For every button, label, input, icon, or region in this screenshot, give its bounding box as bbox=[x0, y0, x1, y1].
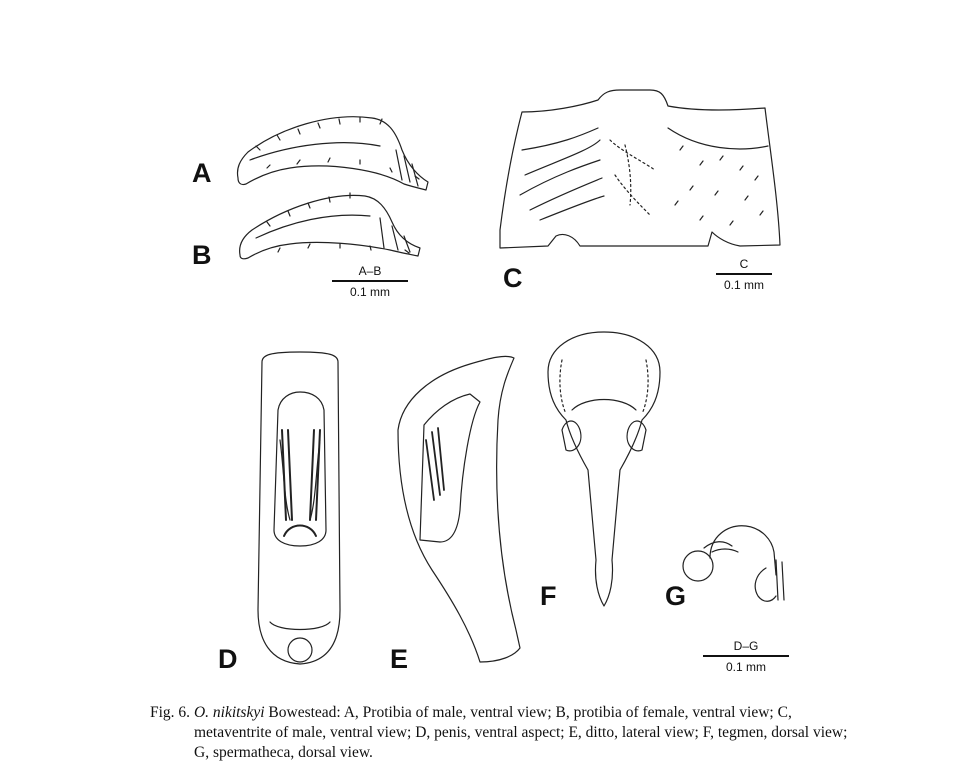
caption-species: O. nikitskyi bbox=[193, 704, 265, 721]
caption-text: Bowestead: A, Protibia of male, ventral view; B, protibia of female, ventral view; C, metaventrite of male, ventral view; D, penis, ventral aspect; E, ditto, lateral view; F, tegmen, dorsal view; G, spermatheca, dorsal view. bbox=[194, 704, 848, 761]
protibia-female-drawing bbox=[240, 193, 420, 259]
penis-ventral-drawing bbox=[258, 352, 340, 664]
scale-bar-dg-line bbox=[703, 655, 789, 657]
scale-bar-dg-value: 0.1 mm bbox=[725, 660, 766, 674]
penis-lateral-drawing bbox=[398, 356, 520, 662]
figure-caption bbox=[150, 703, 850, 763]
panel-label-f: F bbox=[540, 581, 557, 611]
panel-label-c: C bbox=[503, 263, 523, 293]
scale-bar-c-value: 0.1 mm bbox=[723, 278, 764, 292]
tegmen-drawing bbox=[548, 332, 660, 606]
scale-bar-ab-line bbox=[332, 280, 408, 282]
panel-label-a: A bbox=[192, 158, 212, 188]
protibia-male-drawing bbox=[237, 117, 428, 190]
scale-bar-ab-label: A–B bbox=[358, 264, 382, 278]
scale-bar-c-line bbox=[716, 273, 772, 275]
scale-bar-dg bbox=[703, 640, 789, 673]
scale-bar-ab-value: 0.1 mm bbox=[349, 285, 390, 299]
panel-label-b: B bbox=[192, 240, 212, 270]
panel-label-g: G bbox=[665, 581, 687, 611]
caption-prefix: Fig. 6. bbox=[150, 704, 191, 721]
scale-bar-c bbox=[716, 258, 772, 291]
scale-bar-ab bbox=[332, 265, 408, 298]
panel-label-e: E bbox=[390, 644, 409, 674]
scale-bar-c-label: C bbox=[739, 257, 749, 271]
spermatheca-drawing bbox=[683, 526, 784, 601]
scale-bar-dg-label: D–G bbox=[733, 639, 759, 653]
panel-label-d: D bbox=[218, 644, 238, 674]
metaventrite-drawing bbox=[500, 90, 780, 248]
